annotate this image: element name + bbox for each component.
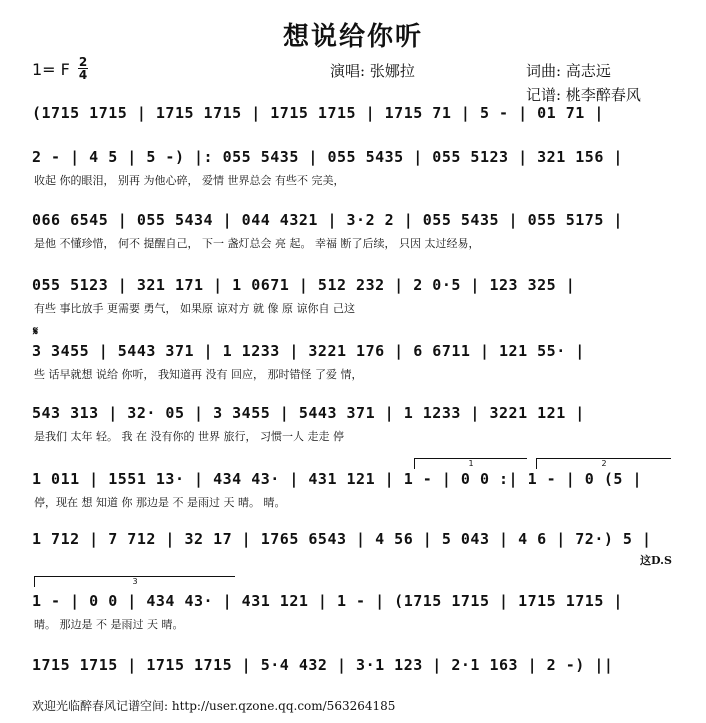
lyrics-line: 些 话早就想 说给 你听， 我知道再 没有 回应， 那时错怪 了爱 情， — [34, 368, 363, 381]
lyrics-line: 停，现在 想 知道 你 那边是 不 是雨过 天 晴。 晴。 — [34, 496, 286, 509]
lyrics-line — [32, 128, 672, 144]
song-title: 想说给你听 — [282, 22, 423, 52]
score-row-1 — [32, 104, 672, 144]
notes-line: 543 313 | 32· 05 | 3 3455 | 5443 371 | 1 1233 | 3221 121 | — [32, 404, 585, 422]
score-row-9 — [32, 592, 672, 632]
score-row-10 — [32, 656, 672, 680]
lyrics-line: 是我们 太年 轻。 我 在 没有你的 世界 旅行， 习惯一人 走走 停 — [34, 430, 344, 443]
notation-credit: 记谱: 桃李醉春风 — [526, 86, 641, 104]
volta-2: 2 — [536, 458, 671, 469]
composer-credit: 词曲: 高志远 — [526, 62, 611, 80]
score-row-4 — [32, 276, 672, 316]
time-bottom: 4 — [78, 68, 88, 82]
score-row-7 — [32, 470, 672, 510]
dal-segno-mark: 这D.S — [640, 554, 672, 567]
volta-1: 1 — [414, 458, 527, 469]
notes-line: 1715 1715 | 1715 1715 | 5·4 432 | 3·1 123 | 2·1 163 | 2 -) || — [32, 656, 614, 674]
score-row-6 — [32, 404, 672, 444]
footer-text: 欢迎光临醉春风记谱空间: http://user.qzone.qq.com/563264185 — [32, 699, 396, 713]
score-row-3 — [32, 211, 672, 251]
notes-line: 1 712 | 7 712 | 32 17 | 1765 6543 | 4 56 | 5 043 | 4 6 | 72·) 5 | — [32, 530, 652, 548]
lyrics-line: 晴。 那边是 不 是雨过 天 晴。 — [34, 618, 184, 631]
key-signature: 1= F — [32, 60, 70, 79]
notes-line: 2 - | 4 5 | 5 -) |: 055 5435 | 055 5435 | 055 5123 | 321 156 | — [32, 148, 623, 166]
notes-line: 1 011 | 1551 13· | 434 43· | 431 121 | 1 - | 0 0 :| 1 - | 0 (5 | — [32, 470, 642, 488]
score-row-5 — [32, 342, 672, 382]
lyrics-line: 有些 事比放手 更需要 勇气， 如果原 谅对方 就 像 原 谅你自 己这 — [34, 302, 355, 315]
notes-line: 066 6545 | 055 5434 | 044 4321 | 3·2 2 | 055 5435 | 055 5175 | — [32, 211, 623, 229]
singer-credit: 演唱: 张娜拉 — [330, 62, 415, 80]
volta-3: 3 — [34, 576, 235, 587]
time-top: 2 — [78, 55, 88, 69]
lyrics-line: 是他 不懂珍惜， 何不 提醒自己， 下一 盏灯总会 亮 起。 幸福 断了后续， 只因 太过经易， — [34, 237, 480, 250]
score-row-8 — [32, 530, 672, 554]
lyrics-line: 收起 你的眼泪， 别再 为他心碎， 爱情 世界总会 有些不 完美， — [34, 174, 345, 187]
notes-line: 1 - | 0 0 | 434 43· | 431 121 | 1 - | (1715 1715 | 1715 1715 | — [32, 592, 623, 610]
segno-mark: 𝄋 — [33, 324, 39, 338]
notes-line: (1715 1715 | 1715 1715 | 1715 1715 | 1715 71 | 5 - | 01 71 | — [32, 104, 604, 122]
notes-line: 3 3455 | 5443 371 | 1 1233 | 3221 176 | 6 6711 | 121 55· | — [32, 342, 585, 360]
notes-line: 055 5123 | 321 171 | 1 0671 | 512 232 | 2 0·5 | 123 325 | — [32, 276, 576, 294]
score-row-2 — [32, 148, 672, 188]
time-signature — [78, 56, 88, 81]
